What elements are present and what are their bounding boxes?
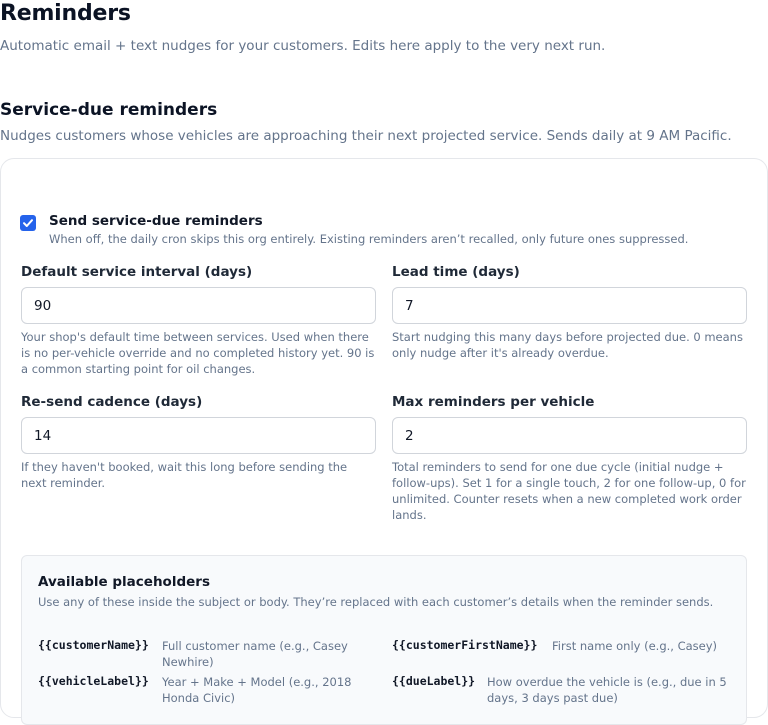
max-reminders-label: Max reminders per vehicle: [392, 394, 595, 410]
lead-time-label: Lead time (days): [392, 264, 520, 280]
section-title: Service-due reminders: [0, 100, 218, 120]
toggle-help: When off, the daily cron skips this org entirely. Existing reminders aren’t recalled, only future ones suppressed.: [49, 232, 689, 246]
placeholder-description: Year + Make + Model (e.g., 2018 Honda Civic): [162, 675, 352, 705]
max-reminders-input[interactable]: [392, 417, 747, 454]
max-reminders-help: Total reminders to send for one due cycle (initial nudge + follow-ups). Set 1 for a single touch, 2 for one follow-up, 0 for unlimited. Counter resets when a new completed work order lands.: [392, 460, 746, 522]
default-interval-label: Default service interval (days): [21, 264, 253, 280]
resend-cadence-input[interactable]: [21, 417, 376, 454]
placeholders-panel: [21, 555, 747, 725]
lead-time-help: Start nudging this many days before projected due. 0 means only nudge after it's already overdue.: [392, 330, 743, 360]
placeholder-code: {{vehicleLabel}}: [38, 674, 149, 688]
placeholder-code: {{customerName}}: [38, 638, 149, 652]
page-subtitle: Automatic email + text nudges for your customers. Edits here apply to the very next run.: [0, 38, 606, 54]
checkmark-icon: [22, 217, 34, 229]
placeholder-code: {{dueLabel}}: [392, 674, 476, 688]
placeholders-description: Use any of these inside the subject or body. They’re replaced with each customer’s details when the reminder sends.: [38, 595, 714, 609]
checkbox-checked[interactable]: [20, 215, 36, 231]
placeholder-description: How overdue the vehicle is (e.g., due in 5 days, 3 days past due): [487, 675, 727, 705]
lead-time-input[interactable]: [392, 287, 747, 324]
default-interval-help: Your shop's default time between services. Used when there is no per-vehicle override and no completed history yet. 90 is a common starting point for oil changes.: [21, 330, 375, 376]
section-description: Nudges customers whose vehicles are approaching their next projected service. Sends daily at 9 AM Pacific.: [0, 128, 732, 144]
toggle-label[interactable]: Send service-due reminders: [49, 213, 263, 229]
placeholder-code: {{customerFirstName}}: [392, 638, 538, 652]
page-title: Reminders: [0, 1, 131, 26]
resend-cadence-help: If they haven't booked, wait this long before sending the next reminder.: [21, 460, 348, 490]
placeholder-description: Full customer name (e.g., Casey Newhire): [162, 639, 348, 669]
placeholder-description: First name only (e.g., Casey): [552, 639, 718, 653]
default-interval-input[interactable]: [21, 287, 376, 324]
resend-cadence-label: Re-send cadence (days): [21, 394, 203, 410]
placeholders-title: Available placeholders: [38, 574, 210, 590]
